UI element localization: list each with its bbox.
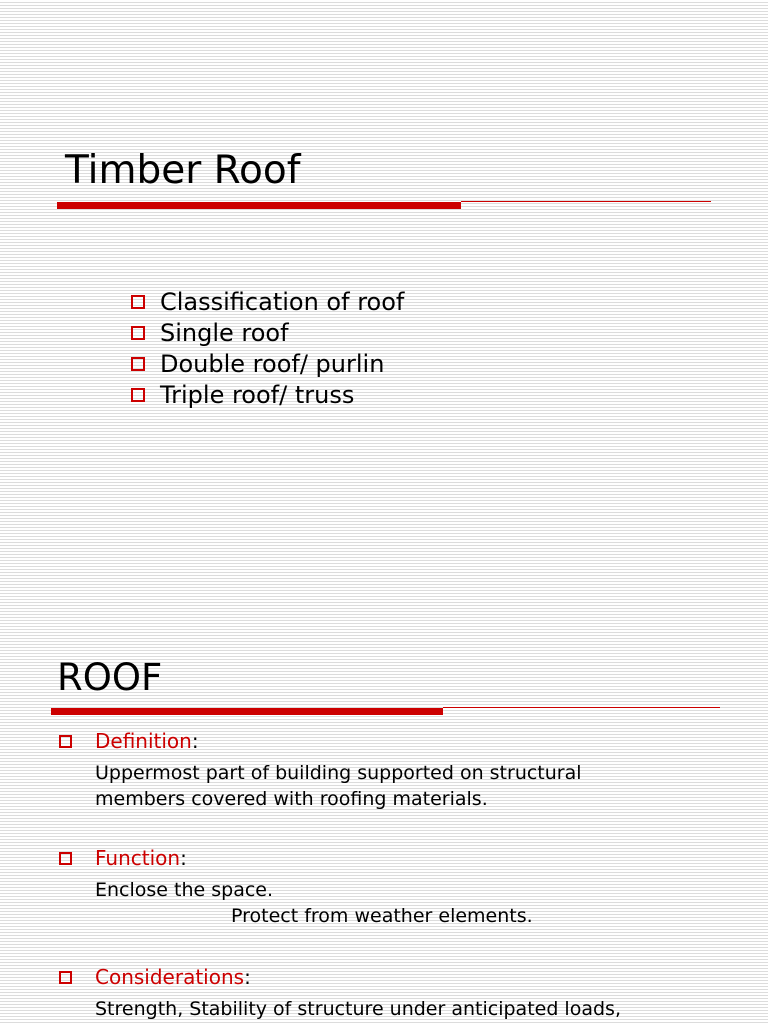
- title-underline-thin: [461, 201, 711, 202]
- title-underline-thin: [443, 707, 720, 708]
- slide-title: Timber Roof: [65, 148, 301, 193]
- title-underline-thick: [51, 708, 443, 715]
- function-section: [59, 845, 739, 929]
- body-line: Enclose the space.: [95, 879, 274, 901]
- section-body: [95, 996, 739, 1022]
- square-bullet-icon: [59, 971, 72, 984]
- list-item: [131, 379, 404, 410]
- body-line: Uppermost part of building supported on structural: [95, 762, 582, 784]
- list-item-label: Double roof/ purlin: [160, 349, 385, 378]
- list-item-label: Classification of roof: [160, 287, 405, 316]
- section-body: [95, 760, 739, 812]
- section-heading: [59, 964, 739, 990]
- section-label: Function: [95, 846, 181, 870]
- square-bullet-icon: [131, 326, 145, 340]
- section-colon: :: [191, 729, 199, 753]
- title-underline-thick: [57, 202, 461, 209]
- section-body: [95, 877, 739, 929]
- section-label: Considerations: [95, 965, 245, 989]
- square-bullet-icon: [131, 357, 145, 371]
- topic-list: [131, 286, 404, 410]
- section-label: Definition: [95, 729, 192, 753]
- definition-section: [59, 728, 739, 812]
- section-heading: [59, 728, 739, 754]
- square-bullet-icon: [59, 735, 72, 748]
- body-line: members covered with roofing materials.: [95, 788, 488, 810]
- body-line: Strength, Stability of structure under anticipated loads,: [95, 998, 621, 1020]
- list-item-label: Single roof: [160, 318, 289, 347]
- list-item: [131, 317, 404, 348]
- body-line: Protect from weather elements.: [231, 905, 533, 927]
- square-bullet-icon: [59, 852, 72, 865]
- considerations-section: [59, 964, 739, 1022]
- list-item-label: Triple roof/ truss: [160, 380, 355, 409]
- section-colon: :: [180, 846, 187, 870]
- slide-roof: [0, 620, 768, 1024]
- section-colon: :: [244, 965, 251, 989]
- square-bullet-icon: [131, 295, 145, 309]
- section-heading: [59, 845, 739, 871]
- square-bullet-icon: [131, 388, 145, 402]
- list-item: [131, 348, 404, 379]
- slide-title: ROOF: [57, 656, 163, 699]
- list-item: [131, 286, 404, 317]
